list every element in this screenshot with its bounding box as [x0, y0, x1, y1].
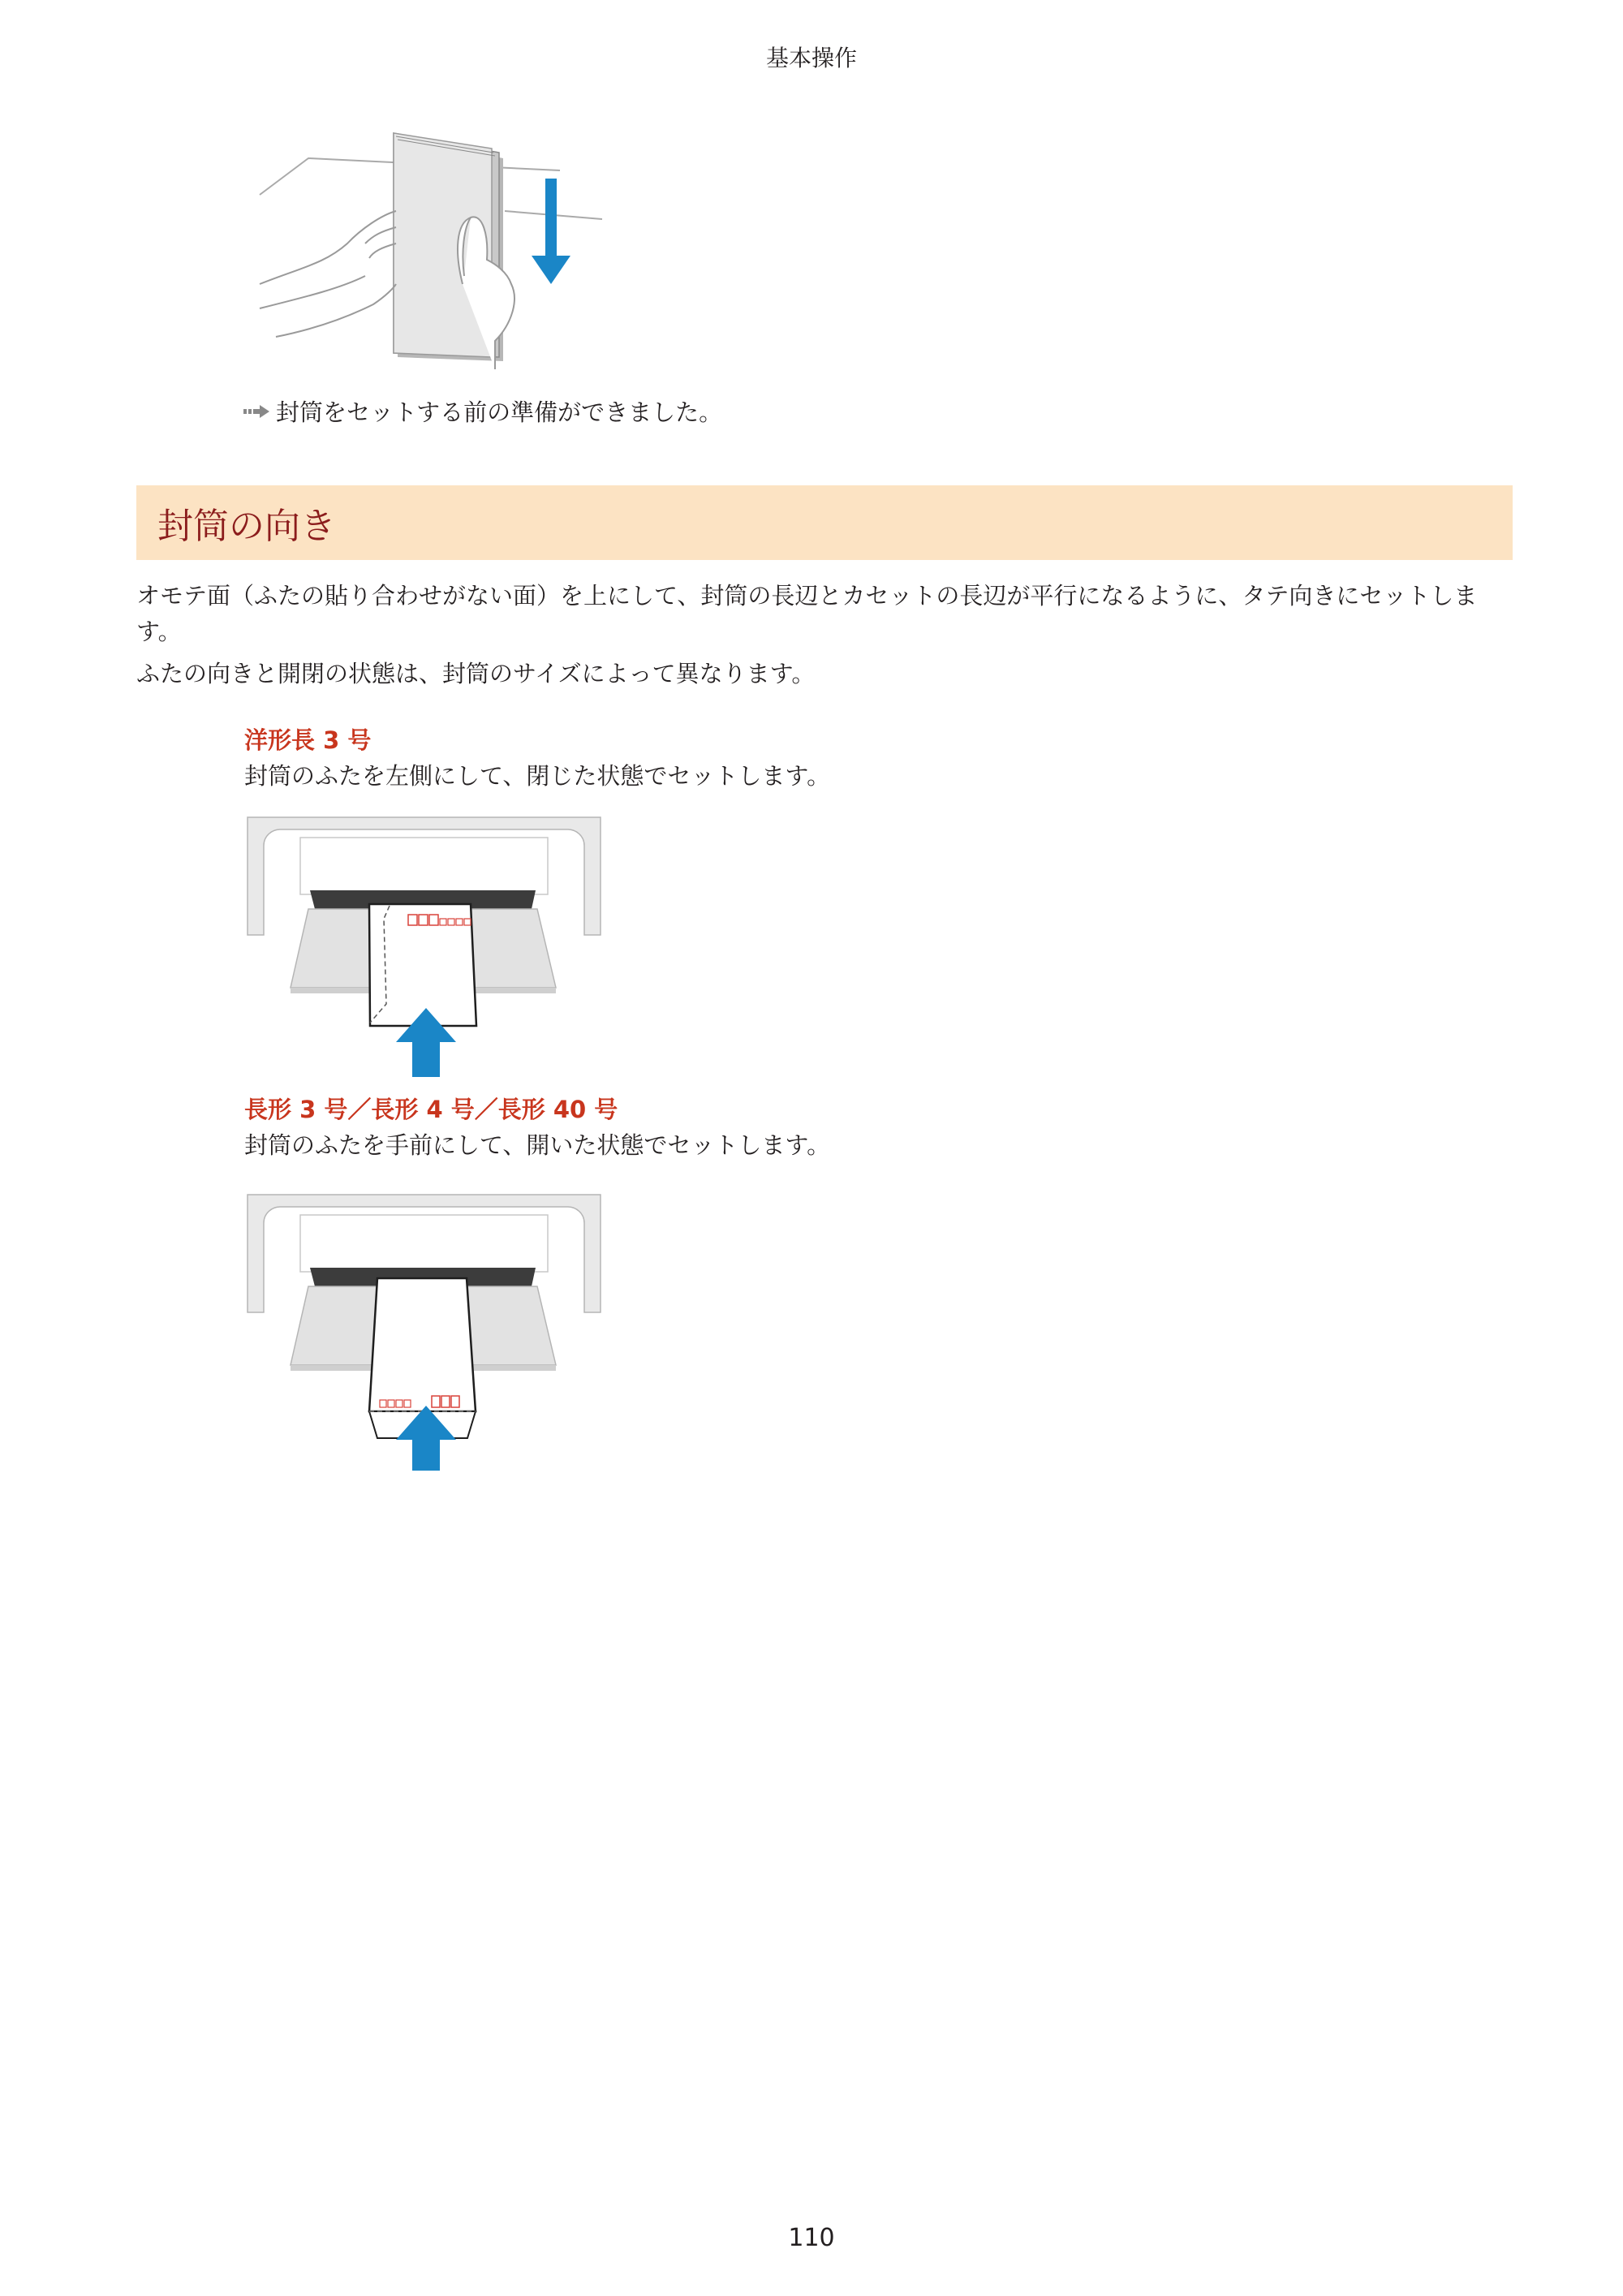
case-description-youkei: 封筒のふたを左側にして、閉じた状態でセットします。: [244, 762, 831, 790]
envelope-tray-illustration-flap-front: [243, 1191, 605, 1475]
arrow-right-icon: [243, 403, 271, 420]
envelope-stack-illustration: [252, 122, 609, 373]
case-heading-youkei: 洋形長 3 号: [244, 726, 372, 754]
section-title: 封筒の向き: [157, 506, 336, 547]
paragraph-flap-state: ふたの向きと開閉の状態は、封筒のサイズによって異なります。: [136, 660, 816, 687]
result-text: 封筒をセットする前の準備ができました。: [276, 398, 723, 426]
case-heading-nagakei: 長形 3 号／長形 4 号／長形 40 号: [244, 1096, 618, 1123]
result-line: [243, 394, 722, 428]
section-heading-bar: [136, 485, 1513, 560]
paragraph-orientation: オモテ面（ふたの貼り合わせがない面）を上にして、封筒の長辺とカセットの長辺が平行になるように、タテ向きにセットします。: [136, 582, 1478, 645]
running-header: 基本操作: [765, 45, 857, 71]
case-description-nagakei: 封筒のふたを手前にして、開いた状態でセットします。: [244, 1131, 831, 1159]
envelope-tray-illustration-flap-left: [243, 813, 605, 1081]
page-number: 110: [788, 2224, 835, 2252]
